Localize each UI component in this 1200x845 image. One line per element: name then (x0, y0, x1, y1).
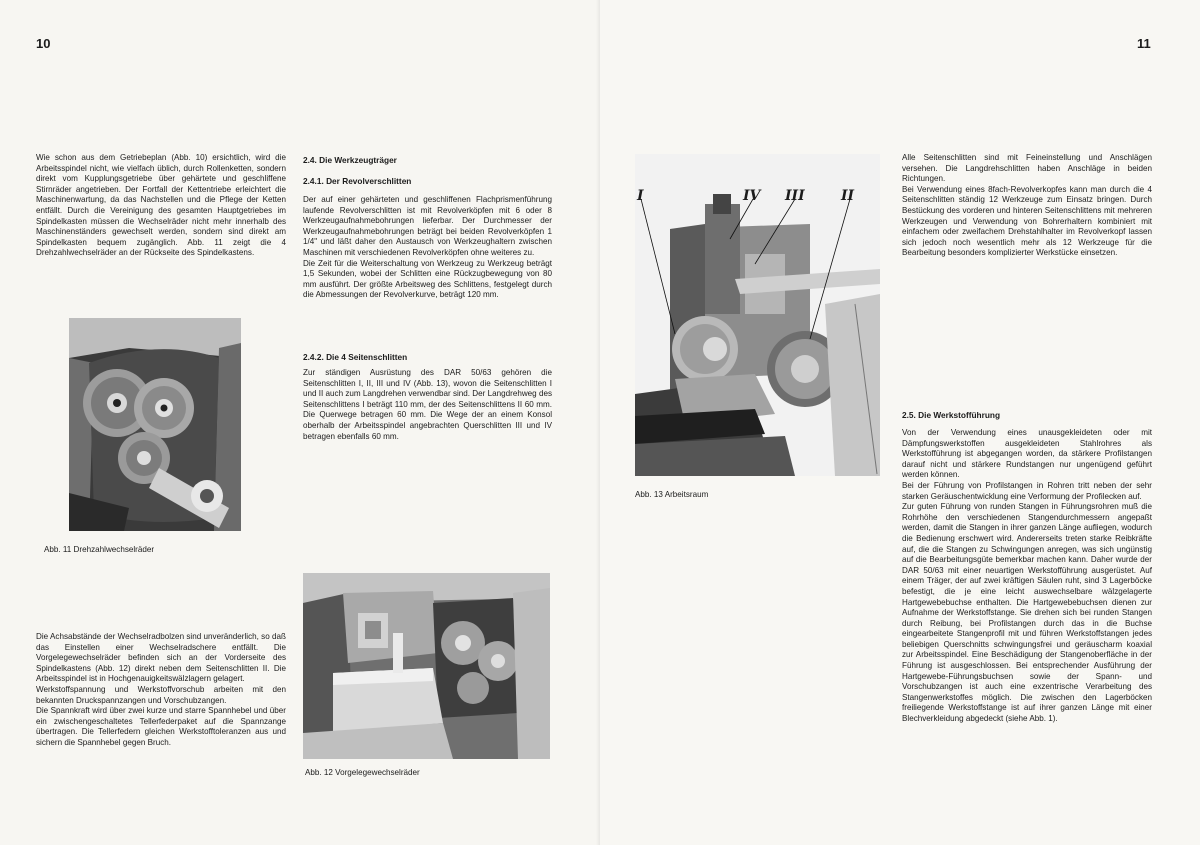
lower-paragraph-1: Die Achsabstände der Wechselradbolzen sind unveränderlich, so daß das Einstellen einer Wechselradschere entfällt. Die Vorgelegewechselräder befinden sich an der Vorderseite des Spindelkastens (Abb. 12) direkt neben dem Seitenschlitten II. Die Arbeitsspindel ist in Hochgenauigkeitswälzlagern gelagert. (36, 632, 286, 684)
figure-13-label-1: I (637, 188, 644, 204)
section-2-4-1-paragraph-1: Der auf einer gehärteten und geschliffenen Flachprismenführung laufende Revolverschlitten ist mit Revolverköpfen mit 6 oder 8 Werkzeugaufnahmebohrungen lieferbar. Der Durchmesser der Werkzeugaufnahmebohrungen beträgt bei beiden Revolverköpfen 1 1/4" und läßt daher den Austausch von Werkzeughaltern zwischen Maschinen mit verschiedenen Revolverköpfen ohne weiteres zu. (303, 195, 552, 257)
section-2-5-paragraph-2: Bei der Führung von Profilstangen in Rohren tritt neben der sehr starken Geräuschentwicklung eine Verformung der Profilecken auf. (902, 480, 1152, 501)
figure-12-photo (303, 573, 550, 759)
section-2-4-1-heading: 2.4.1. Der Revolverschlitten (303, 176, 412, 186)
figure-11-photo (69, 318, 241, 531)
section-2-4-1-paragraph-2: Die Zeit für die Weiterschaltung von Werkzeug zu Werkzeug beträgt 1,5 Sekunden, wobei der Schlitten eine Rückzugbewegung von 80 mm ausführt. Der größte Arbeitsweg des Schlittens, festgelegt durch die Abmessungen der Revolverkurve, beträgt 120 mm. (303, 258, 552, 300)
section-2-4-1-body (303, 195, 552, 301)
page-number-right: 11 (1137, 36, 1151, 51)
lower-paragraph-3: Die Spannkraft wird über zwei kurze und starre Spannhebel und über ein zwischengeschaltetes Tellerfederpaket auf die Spannzange übertragen. Die Tellerfedern gleichen Werkstofftoleranzen aus und sichern die Spannhebel gegen Bruch. (36, 706, 286, 747)
section-2-5-heading: 2.5. Die Werkstofführung (902, 410, 1001, 420)
figure-13-label-4: II (841, 188, 855, 204)
section-2-4-2-paragraph: Zur ständigen Ausrüstung des DAR 50/63 gehören die Seitenschlitten I, II, III und IV (Abb. 13), wovon die Seitenschlitten I und II auch zum Langdrehen verwendbar sind. Der Langdrehweg des Seitenschlittens I beträgt 110 mm, der des Seitenschlittens II 60 mm. Die Querwege betragen 60 mm. Die Wege der an einem Konsol oberhalb der Arbeitsspindel angebrachten Querschlitten III und IV betragen ebenfalls 60 mm. (303, 368, 552, 441)
figure-13-label-3: III (785, 188, 805, 204)
section-2-5-body (902, 428, 1152, 725)
page-number-left: 10 (36, 36, 51, 51)
figure-13-photo (635, 154, 880, 476)
figure-12-caption: Abb. 12 Vorgelegewechselräder (305, 768, 420, 777)
lower-paragraph-2: Werkstoffspannung und Werkstoffvorschub arbeiten mit den bekannten Druckspannzangen und Vorschubzangen. (36, 684, 286, 705)
section-2-4-heading: 2.4. Die Werkzeugträger (303, 155, 397, 165)
intro-paragraph (36, 153, 286, 259)
right-top-paragraph-1: Alle Seitenschlitten sind mit Feineinstellung und Anschlägen versehen. Die Langdrehschlitten haben Anschläge in beiden Richtungen. (902, 153, 1152, 184)
figure-13-label-2: IV (743, 188, 761, 204)
right-top-column (902, 153, 1152, 259)
figure-13-caption: Abb. 13 Arbeitsraum (635, 490, 709, 499)
section-2-4-2-body (303, 368, 552, 442)
section-2-4-2-heading: 2.4.2. Die 4 Seitenschlitten (303, 352, 408, 362)
section-2-5-paragraph-1: Von der Verwendung eines unausgekleideten oder mit Dämpfungswerkstoffen ausgekleideten Stahlrohres als Werkstofführung ist abgegangen worden, da stärkere Profilstangen darauf nicht und stärkere Rundstangen nur ungenügend geführt werden können. (902, 428, 1152, 480)
right-top-paragraph-2: Bei Verwendung eines 8fach-Revolverkopfes kann man durch die 4 Seitenschlitten ständig 12 Werkzeuge zum Einsatz bringen. Durch Bestückung des vorderen und hinteren Seitenschlittens mit mehreren Werkzeugen und Verwendung von Bohrerhaltern kombiniert mit einfachem oder zweifachem Drehstahlhalter im Revolverkopf lassen sich jedoch noch wesentlich mehr als 12 Werkzeuge für die Bearbeitung besonders komplizierter Werkstücke einsetzen. (902, 184, 1152, 258)
lower-left-column (36, 632, 286, 749)
right-page (600, 0, 1200, 845)
intro-text: Wie schon aus dem Getriebeplan (Abb. 10) ersichtlich, wird die Arbeitsspindel nicht, wie vielfach üblich, durch Rollenketten, sondern direkt vom Kupplungsgetriebe über gehärtete und geschliffene Stirnräder angetrieben. Der Fortfall der Kettentriebe erleichtert die Maschinenwartung, da das Nachstellen und die Pflege der Ketten entfällt. Durch die Vereinigung des gesamten Hauptgetriebes im Spindelkasten müssen die Wechselräder nicht mehr innerhalb des Maschinenständers gewechselt werden, sondern sind direkt am Spindelkasten bequem zugänglich. Abb. 11 zeigt die 4 Drehzahlwechselräder an der Rückseite des Spindelkastens. (36, 153, 286, 258)
section-2-5-paragraph-3: Zur guten Führung von runden Stangen in Führungsrohren muß die Rohrhöhe den verschiedenen Stangendurchmessern angepaßt werden, damit die Stangen in ihrer ganzen Länge aufliegen, wodurch die Bedienung erschwert wird. Andererseits treten starke Reibkräfte auf, die die Stangen zu Schwingungen anregen, was sich ungünstig auf die Bearbeitungsgüte bemerkbar machen kann. Daher wurde der DAR 50/63 mit einer neuartigen Werkstofführung ausgerüstet. Auf einem Träger, der auf zwei kräftigen Säulen ruht, sind 3 Lagerböcke befestigt, die je eine leicht auswechselbare wälzgelagerte Hartgewebebuchse enthalten. Die Hartgewebebuchsen dienen zur Aufnahme der Werkstoffstange. Sie drehen sich bei runden Stangen durch Reibung, bei Profilstangen durch das in die Buchse eingearbeitete Stangenprofil mit und führen Werkstoffstangen jedes beliebigen Querschnitts schwingungsfrei und geräuscharm koaxial zur Arbeitsspindel. Eine Beschädigung der Stangenoberfläche in der Führung ist ausgeschlossen. Bei entsprechender Ausführung der Hartgewebe-Führungsbuchsen sowie der Spann- und Vorschubzangen ist auch eine exzentrische Verarbeitung des Stangenwerkstoffes möglich. Die zwischen den Lagerböcken freiliegende Werkstoffstange ist auf ihrer ganzen Länge mit einer Blechverkleidung abgedeckt (siehe Abb. 1). (902, 502, 1152, 724)
figure-11-caption: Abb. 11 Drehzahlwechselräder (44, 545, 155, 554)
